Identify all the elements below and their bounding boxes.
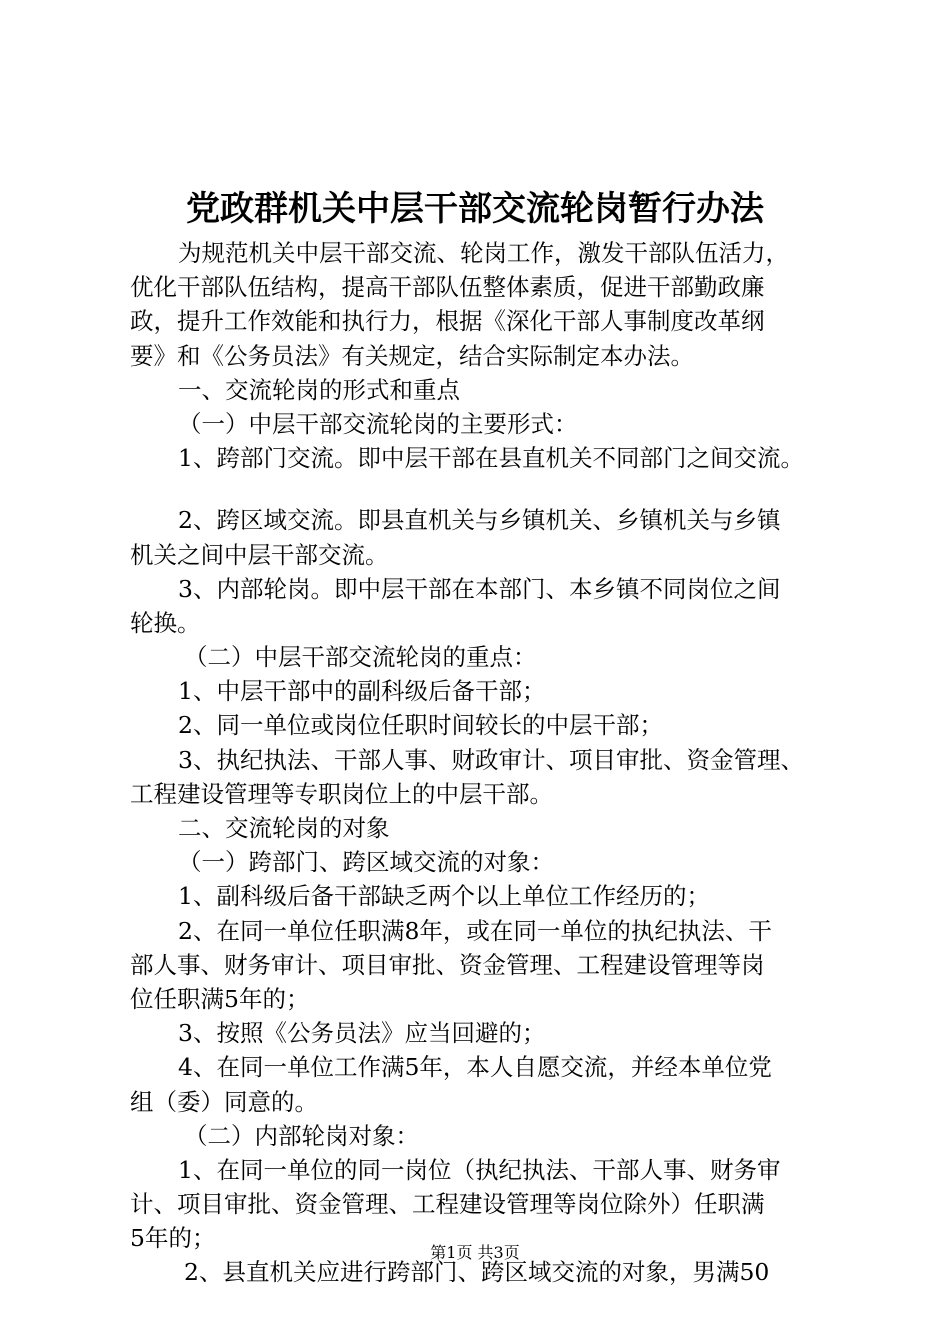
paragraph-line: 部人事、财务审计、项目审批、资金管理、工程建设管理等岗 bbox=[130, 950, 765, 979]
paragraph-line: 1、跨部门交流。即中层干部在县直机关不同部门之间交流。 bbox=[178, 444, 804, 473]
subsection-heading: （二）中层干部交流轮岗的重点： bbox=[184, 643, 537, 672]
paragraph-line: 5年的； bbox=[130, 1224, 216, 1253]
subsection-heading: （一）中层干部交流轮岗的主要形式： bbox=[178, 409, 578, 438]
paragraph-line: 1、在同一单位的同一岗位（执纪执法、干部人事、财务审 bbox=[178, 1155, 781, 1184]
paragraph-line: 轮换。 bbox=[130, 608, 201, 637]
paragraph-line: 2、在同一单位任职满8年，或在同一单位的执纪执法、干 bbox=[178, 916, 772, 945]
paragraph-line: 3、按照《公务员法》应当回避的； bbox=[178, 1019, 546, 1048]
paragraph-line: 3、执纪执法、干部人事、财政审计、项目审批、资金管理、 bbox=[178, 745, 804, 774]
paragraph-line: 优化干部队伍结构，提高干部队伍整体素质，促进干部勤政廉 bbox=[130, 273, 765, 302]
page-footer: 第1页 共3页 bbox=[430, 1243, 520, 1262]
paragraph-line: 工程建设管理等专职岗位上的中层干部。 bbox=[130, 779, 553, 808]
paragraph-line: 1、副科级后备干部缺乏两个以上单位工作经历的； bbox=[178, 882, 710, 911]
paragraph-line: 1、中层干部中的副科级后备干部； bbox=[178, 677, 546, 706]
section-heading: 一、交流轮岗的形式和重点 bbox=[178, 375, 460, 404]
paragraph-line: 计、项目审批、资金管理、工程建设管理等岗位除外）任职满 bbox=[130, 1190, 765, 1219]
document-title: 党政群机关中层干部交流轮岗暂行办法 bbox=[186, 189, 764, 229]
paragraph-line: 要》和《公务员法》有关规定，结合实际制定本办法。 bbox=[130, 341, 694, 370]
paragraph-line: 2、县直机关应进行跨部门、跨区域交流的对象，男满50 bbox=[184, 1258, 770, 1287]
paragraph-line: 为规范机关中层干部交流、轮岗工作，激发干部队伍活力， bbox=[178, 239, 789, 267]
paragraph-line: 2、跨区域交流。即县直机关与乡镇机关、乡镇机关与乡镇 bbox=[178, 506, 781, 535]
section-heading: 二、交流轮岗的对象 bbox=[178, 814, 390, 842]
paragraph-line: 位任职满5年的； bbox=[130, 984, 310, 1013]
subsection-heading: （一）跨部门、跨区域交流的对象： bbox=[178, 848, 554, 877]
paragraph-line: 组（委）同意的。 bbox=[130, 1087, 318, 1116]
subsection-heading: （二）内部轮岗对象： bbox=[184, 1121, 419, 1150]
document-body bbox=[130, 236, 850, 1290]
paragraph-line: 政，提升工作效能和执行力，根据《深化干部人事制度改革纲 bbox=[130, 307, 765, 336]
paragraph-line: 2、同一单位或岗位任职时间较长的中层干部； bbox=[178, 711, 663, 740]
paragraph-line: 4、在同一单位工作满5年，本人自愿交流，并经本单位党 bbox=[178, 1053, 772, 1082]
blank-line bbox=[130, 475, 850, 503]
paragraph-line: 机关之间中层干部交流。 bbox=[130, 540, 389, 569]
paragraph-line: 3、内部轮岗。即中层干部在本部门、本乡镇不同岗位之间 bbox=[178, 574, 781, 603]
